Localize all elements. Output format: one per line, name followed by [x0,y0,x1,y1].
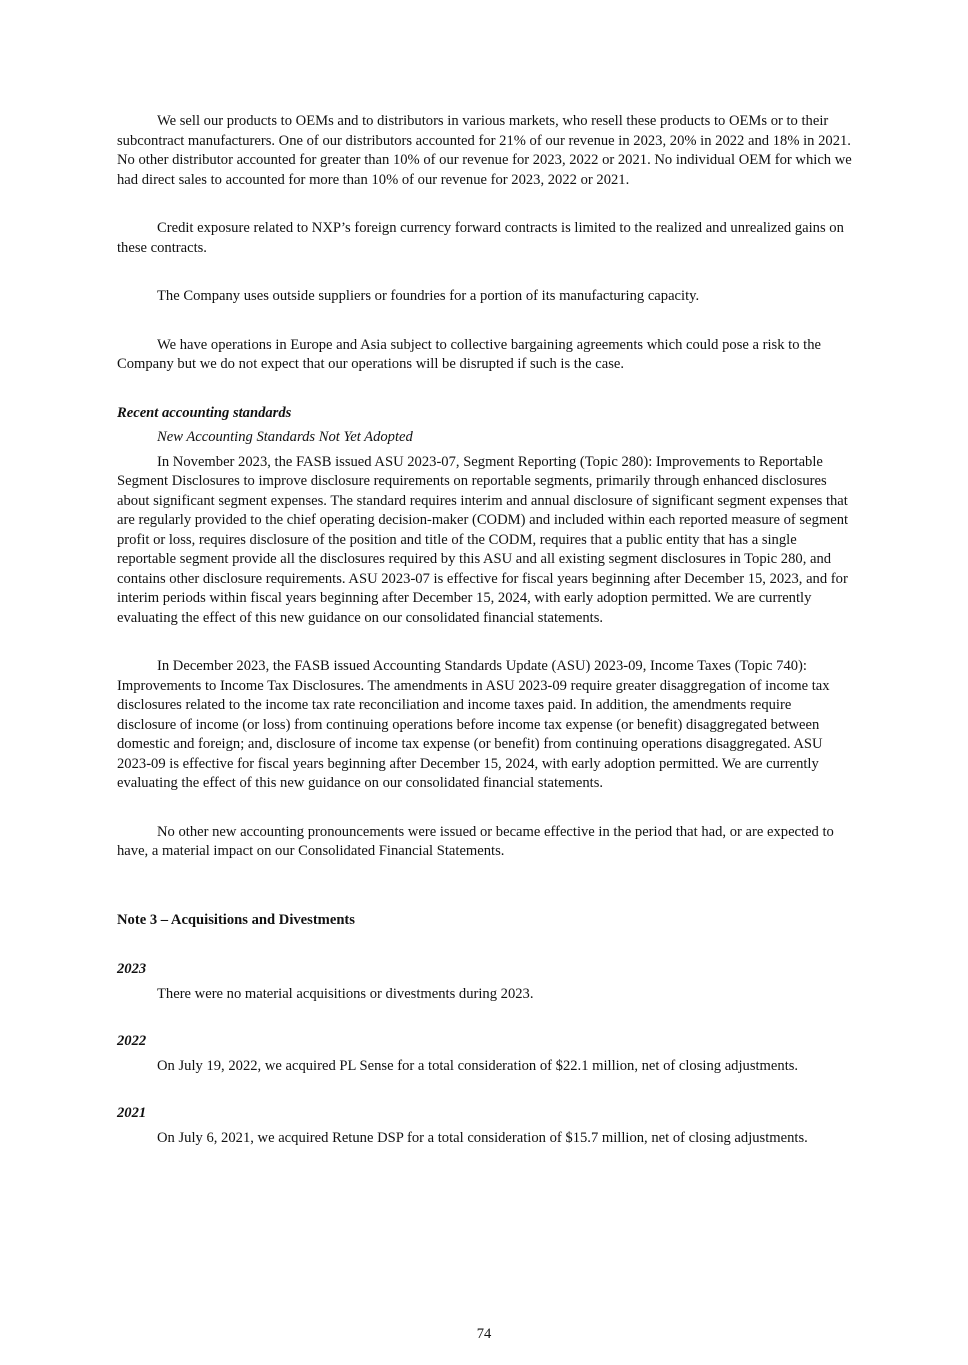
paragraph-credit-exposure: Credit exposure related to NXP’s foreign currency forward contracts is limited to the realized and unrealized gains on these contracts. [117,220,844,256]
paragraph-year-2021: On July 6, 2021, we acquired Retune DSP for a total consideration of $15.7 million, net of closing adjustments. [157,1129,808,1146]
paragraph-year-2022: On July 19, 2022, we acquired PL Sense for a total consideration of $22.1 million, net of closing adjustments. [157,1057,799,1074]
paragraph-asu-2023-09: In December 2023, the FASB issued Accounting Standards Update (ASU) 2023-09, Income Taxes (Topic 740): Improvements to Income Tax Disclosures. The amendments in ASU 2023-09 require greater disaggregation of income tax disclosures related to the income tax rate reconciliation and income taxes paid. In addition, the amendments require disclosure of income (or loss) from continuing operations before income tax expense (or benefit) disaggregated between domestic and foreign; and, disclosure of income tax expense (or benefit) from continuing operations disaggregated. ASU 2023-09 is effective for fiscal years beginning after December 15, 2024, with early adoption permitted. We are currently evaluating the effect of this new guidance on our consolidated financial statements. [117,658,830,791]
paragraph-other-pronouncements: No other new accounting pronouncements were issued or became effective in the period that had, or are expected to have, a material impact on our Consolidated Financial Statements. [117,823,834,859]
paragraph-suppliers: The Company uses outside suppliers or foundries for a portion of its manufacturing capacity. [157,288,700,304]
heading-year-2023: 2023 [117,961,147,977]
paragraph-customers: We sell our products to OEMs and to distributors in various markets, who resell these products to OEMs or to their subcontract manufacturers. One of our distributors accounted for 21% of our revenue in 2023, 20% in 2022 and 18% in 2021. No other distributor accounted for greater than 10% of our revenue for 2023, 2022 or 2021. No individual OEM for which we had direct sales to accounted for more than 10% of our revenue for 2023, 2022 or 2021. [117,113,852,188]
paragraph-year-2023: There were no material acquisitions or divestments during 2023. [157,985,534,1002]
paragraph-operations: We have operations in Europe and Asia subject to collective bargaining agreements which could pose a risk to the Company but we do not expect that our operations will be disrupted if such is the case. [117,336,821,372]
heading-recent-accounting-standards: Recent accounting standards [117,404,292,421]
subheading-not-yet-adopted: New Accounting Standards Not Yet Adopted [157,429,413,445]
page-number: 74 [476,1326,492,1342]
paragraph-asu-2023-07: In November 2023, the FASB issued ASU 2023-07, Segment Reporting (Topic 280): Improvements to Reportable Segment Disclosures to improve disclosure requirements on reportable segments, primarily through enhanced disclosures about significant segment expenses. The standard requires interim and annual disclosure of significant segment expenses that are regularly provided to the chief operating decision-maker (CODM) and included within each reported measure of segment profit or loss, requires disclosure of the position and title of the CODM, requires that a public entity that has a single reportable segment provide all the disclosures required by this ASU and all existing segment disclosures in Topic 280, and contains other disclosure requirements. ASU 2023-07 is effective for fiscal years beginning after December 15, 2023, and for interim periods within fiscal years beginning after December 15, 2024, with early adoption permitted. We are currently evaluating the effect of this new guidance on our consolidated financial statements. [117,453,849,626]
heading-year-2022: 2022 [117,1033,147,1049]
heading-year-2021: 2021 [117,1105,147,1121]
document-page [117,112,852,1148]
heading-note-3: Note 3 – Acquisitions and Divestments [117,911,355,928]
